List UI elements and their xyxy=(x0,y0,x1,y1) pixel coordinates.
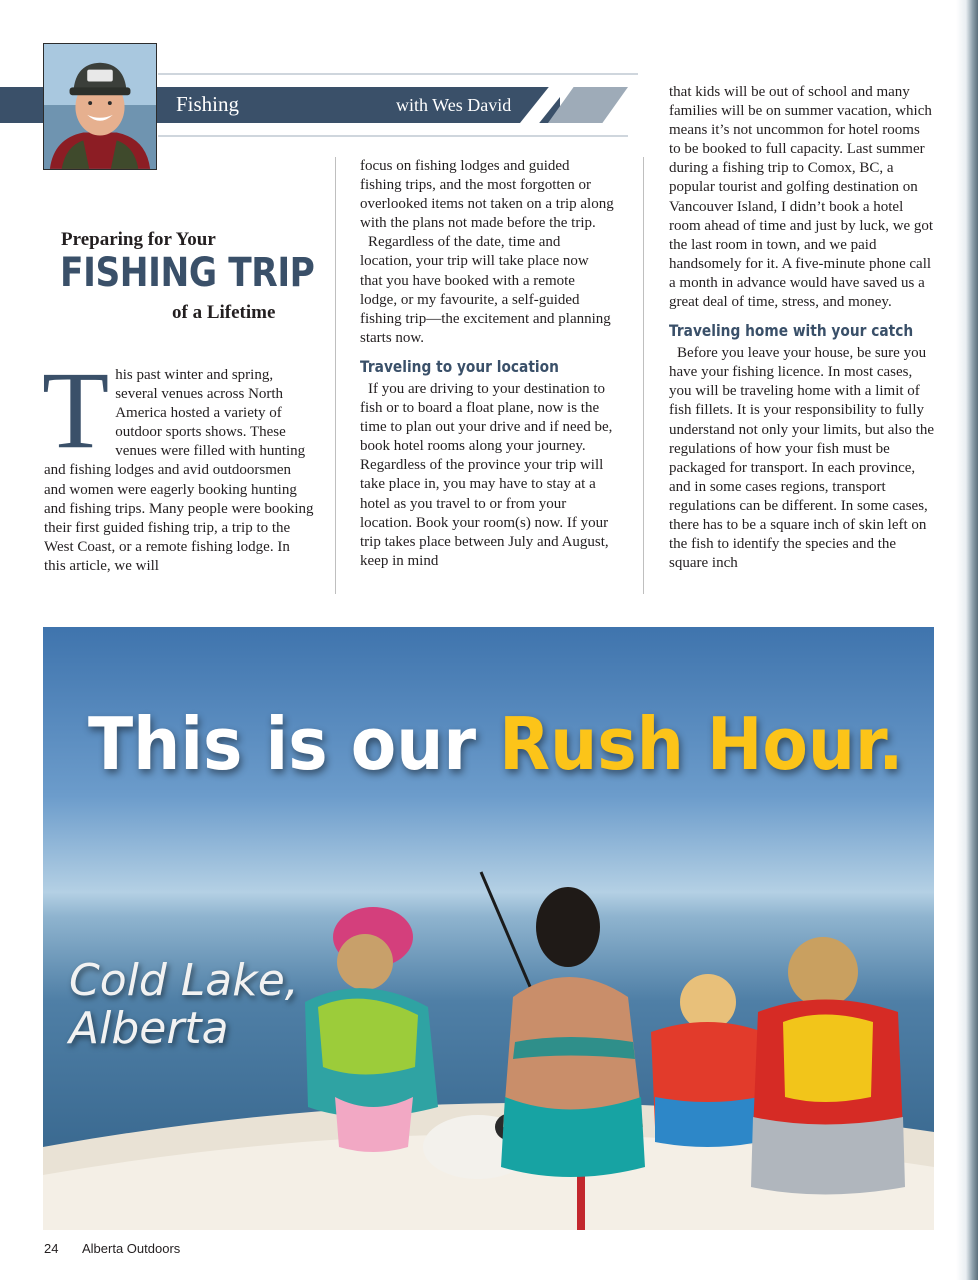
author-byline: with Wes David xyxy=(396,95,512,115)
column-rule-2 xyxy=(643,157,644,594)
column-rule-1 xyxy=(335,157,336,594)
publication-name: Alberta Outdoors xyxy=(82,1241,181,1256)
ad-location-line-1: Cold Lake, xyxy=(69,955,299,1006)
section-label: Fishing xyxy=(176,92,240,116)
col2-paragraph-1: focus on fishing lodges and guided fishing trips, and the most forgotten or overlooked items not taken on a trip along with the plans not made before the trip. xyxy=(360,158,614,232)
article-kicker: Preparing for Your xyxy=(61,229,216,250)
article-column-2 xyxy=(360,157,614,571)
page-number: 24 xyxy=(44,1241,59,1256)
col3-paragraph-1: that kids will be out of school and many families will be on summer vacation, which means it’s not uncommon for hotel rooms to be booked to full capacity. Last summer during a fishing trip to Comox, BC, a popular tourist and golfing destination on Vancouver Island, I didn’t book a hotel room ahead of time and just by luck, we got the last room in town, and we paid handsomely for it. A five-minute phone call a month in advance would have saved us a great deal of time, stress, and money. xyxy=(669,84,934,311)
article-subhead: of a Lifetime xyxy=(172,302,276,323)
ad-location xyxy=(69,957,299,1053)
col2-paragraph-2: Regardless of the date, time and location, your trip will take place now that you have booked with a remote lodge, or my favourite, a self-guided fishing trip—the excitement and planning starts now. xyxy=(360,234,611,346)
page-curl-edge xyxy=(956,0,978,1280)
ad-headline xyxy=(88,702,903,786)
col2-paragraph-3: If you are driving to your destination to fish or to board a float plane, now is the time to plan out your drive and if need be, book hotel rooms along your journey. Regardless of the province your trip will take place in, you may have to stay at a hotel as you travel to or from your location. Book your room(s) now. If your trip takes place between July and August, keep in mind xyxy=(360,380,613,569)
author-portrait-illustration xyxy=(44,44,156,169)
subheading-traveling-home: Traveling home with your catch xyxy=(669,321,914,341)
ad-headline-yellow: Rush Hour. xyxy=(499,702,904,786)
col1-paragraph-1: his past winter and spring, several venues across North America hosted a variety of outdoor sports shows. These venues were filled with hunting and fishing lodges and avid outdoorsmen and women were eagerly booking hunting and fishing trips. Many people were booking their first guided fishing trip, a trip to the West Coast, or a remote fishing lodge. In this article, we will xyxy=(44,367,314,574)
ad-headline-white: This is our xyxy=(88,702,477,786)
article-headline: FISHING TRIP xyxy=(60,250,315,296)
subheading-traveling-to-location: Traveling to your location xyxy=(360,356,559,376)
article-column-3 xyxy=(669,83,935,573)
col3-paragraph-2: Before you leave your house, be sure you have your fishing licence. In most cases, you will be traveling home with a limit of fish fillets. It is your responsibility to fully understand not only your limits, but also the regulations of how your fish must be packaged for transport. In each province, and in some cases regions, transport regulations can be different. In some cases, there has to be a square inch of skin left on the fish to identify the species and the square inch xyxy=(669,345,934,572)
header-rule-top xyxy=(158,73,638,75)
ad-location-line-2: Alberta xyxy=(69,1003,229,1054)
advertisement-cold-lake xyxy=(43,627,934,1230)
header-rule-bottom xyxy=(158,135,628,137)
author-photo xyxy=(43,43,157,170)
drop-cap: T xyxy=(42,349,110,471)
article-column-1 xyxy=(42,349,314,576)
